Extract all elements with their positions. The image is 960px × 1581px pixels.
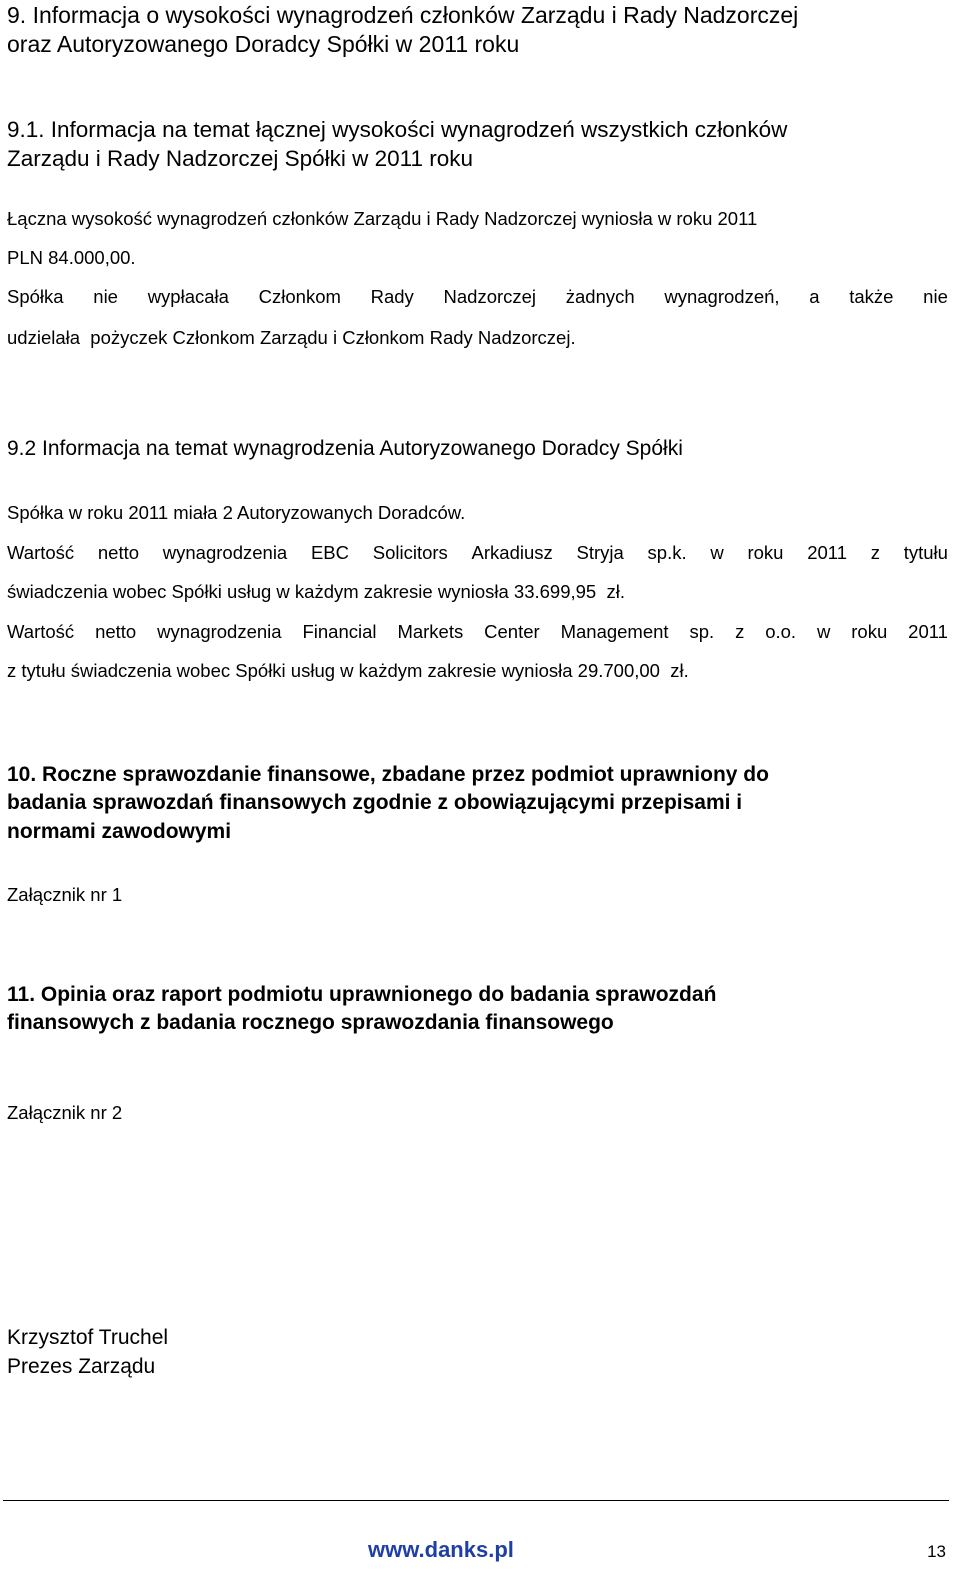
section-10-heading-line-2: badania sprawozdań finansowych zgodnie z obowiązującymi przepisami i [7, 791, 743, 814]
attachment-2-label: Załącznik nr 2 [7, 1102, 123, 1123]
total-remuneration-line-2: PLN 84.000,00. [7, 247, 136, 268]
supervisory-board-no-pay-line-2: udzielała pożyczek Członkom Zarządu i Członkom Rady Nadzorczej. [7, 327, 576, 348]
total-remuneration-line-1: Łączna wysokość wynagrodzeń członków Zarządu i Rady Nadzorczej wyniosła w roku 2011 [7, 208, 758, 229]
supervisory-board-no-pay-line-1: Spółka nie wypłacała Członkom Rady Nadzorczej żadnych wynagrodzeń, a także nie [7, 286, 948, 307]
section-9-heading-line-1: 9. Informacja o wysokości wynagrodzeń członków Zarządu i Rady Nadzorczej [7, 2, 799, 28]
attachment-1-label: Załącznik nr 1 [7, 884, 123, 905]
footer-website-link[interactable]: www.danks.pl [368, 1537, 514, 1562]
fmc-remuneration-line-1: Wartość netto wynagrodzenia Financial Markets Center Management sp. z o.o. w roku 2011 [7, 621, 948, 642]
fmc-remuneration-line-2: z tytułu świadczenia wobec Spółki usług w każdym zakresie wyniosła 29.700,00 zł. [7, 660, 689, 681]
section-11-heading-line-2: finansowych z badania rocznego sprawozdania finansowego [7, 1011, 614, 1034]
footer-divider [3, 1500, 949, 1501]
ebc-remuneration-line-1: Wartość netto wynagrodzenia EBC Solicitors Arkadiusz Stryja sp.k. w roku 2011 z tytułu [7, 542, 948, 563]
section-9-1-heading-line-1: 9.1. Informacja na temat łącznej wysokości wynagrodzeń wszystkich członków [7, 117, 788, 142]
signatory-name: Krzysztof Truchel [7, 1326, 169, 1349]
section-9-2-heading: 9.2 Informacja na temat wynagrodzenia Autoryzowanego Doradcy Spółki [7, 437, 683, 460]
page-number: 13 [927, 1542, 946, 1561]
advisors-count-line: Spółka w roku 2011 miała 2 Autoryzowanych Doradców. [7, 502, 466, 523]
ebc-remuneration-line-2: świadczenia wobec Spółki usług w każdym zakresie wyniosła 33.699,95 zł. [7, 581, 625, 602]
section-11-heading-line-1: 11. Opinia oraz raport podmiotu uprawnionego do badania sprawozdań [7, 983, 717, 1006]
section-10-heading-line-3: normami zawodowymi [7, 820, 232, 843]
section-9-1-heading-line-2: Zarządu i Rady Nadzorczej Spółki w 2011 roku [7, 146, 474, 171]
section-10-heading-line-1: 10. Roczne sprawozdanie finansowe, zbadane przez podmiot uprawniony do [7, 763, 769, 786]
signatory-role: Prezes Zarządu [7, 1355, 156, 1378]
section-9-heading-line-2: oraz Autoryzowanego Doradcy Spółki w 2011 roku [7, 31, 520, 57]
